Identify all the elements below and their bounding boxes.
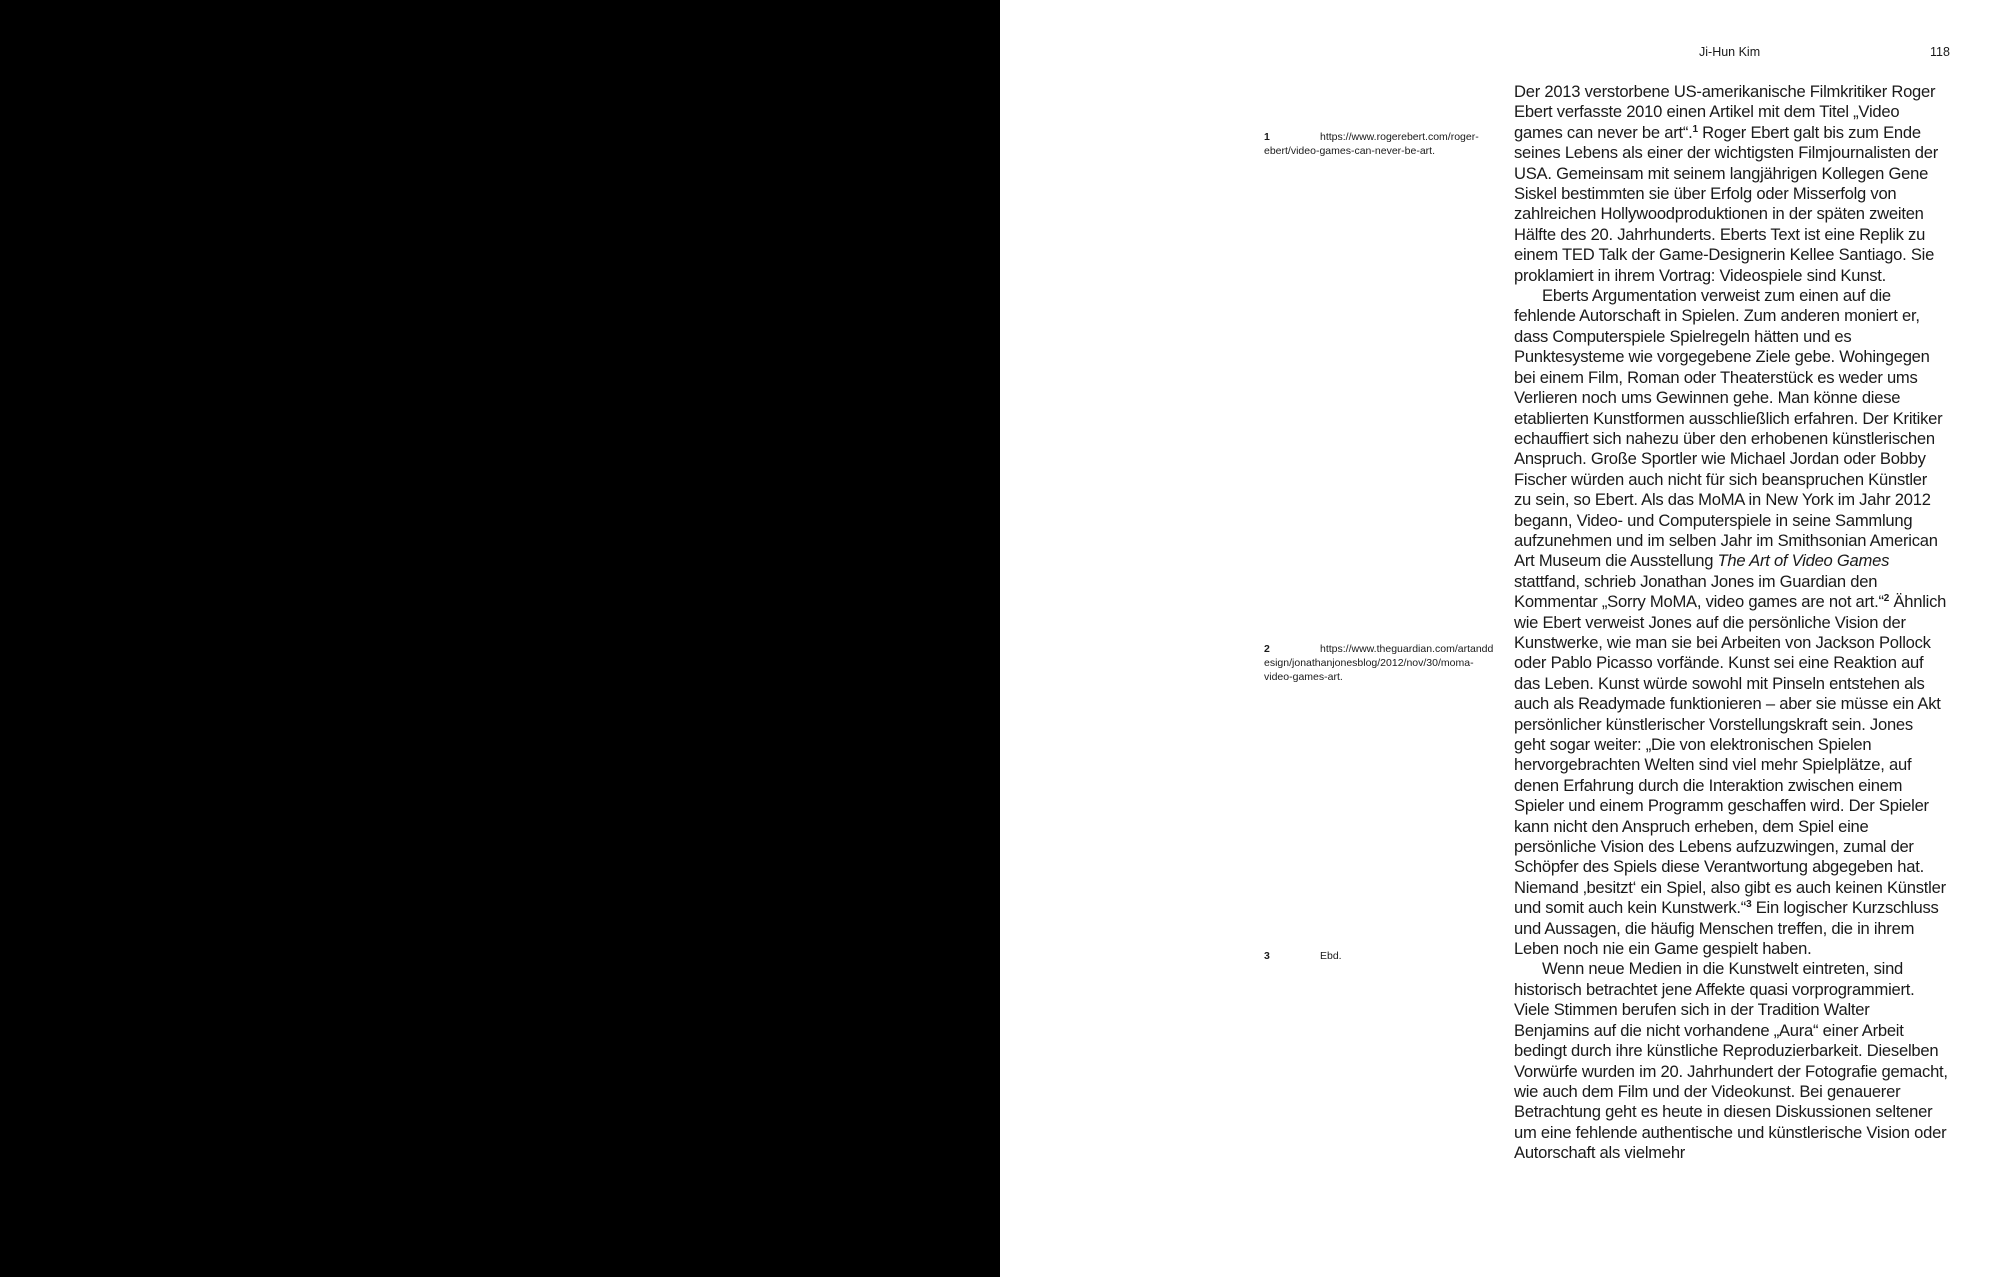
footnote-ref-1: 1	[1692, 123, 1698, 135]
footnote-ref-2: 2	[1883, 593, 1890, 605]
footnote-ref-3: 3	[1746, 899, 1752, 911]
page-number: 118	[1930, 45, 1950, 59]
exhibition-title: The Art of Video Games	[1717, 551, 1890, 571]
footnote-2	[1264, 642, 1496, 684]
footnote-number: 2	[1264, 643, 1270, 655]
footnote-text: https://www.theguardian.com/artanddesign/jonathanjonesblog/2012/nov/30/moma-video-games-art.	[1264, 643, 1494, 683]
footnote-text: https://www.rogerebert.com/roger-ebert/video-games-can-never-be-art.	[1264, 131, 1479, 157]
footnote-number: 1	[1264, 131, 1270, 143]
footnote-3	[1264, 949, 1496, 963]
paragraph-1: Der 2013 verstorbene US-amerikanische Filmkritiker Roger Ebert verfasste 2010 einen Artikel mit dem Titel „Video games can never be art“.$^1$ Roger Ebert galt bis zum Ende seines Lebens als einer der wichtigsten Filmjournalisten der USA. Gemeinsam mit seinem langjährigen Kollegen Gene Siskel bestimmten sie über Erfolg oder Misserfolg von zahlreichen Hollywoodproduktionen in der späten zweiten Hälfte des 20. Jahrhunderts. Eberts Text ist eine Replik zu einem TED Talk der Game-Designerin Kellee Santiago. Sie proklamiert in ihrem Vortrag: Videospiele sind Kunst.	[1514, 82, 1939, 285]
paragraph-3: Wenn neue Medien in die Kunstwelt eintreten, sind historisch betrachtet jene Affekte quasi vorprogrammiert. Viele Stimmen berufen sich in der Tradition Walter Benjamins auf die nicht vorhandene „Aura“ einer Arbeit bedingt durch ihre künstliche Reproduzierbarkeit. Dieselben Vorwürfe wurden im 20. Jahrhundert der Fotografie gemacht, wie auch dem Film und der Videokunst. Bei genauerer Betrachtung geht es heute in diesen Diskussionen seltener um eine fehlende authentische und künstlerische Vision oder Autorschaft als vielmehr	[1514, 959, 1948, 1163]
main-body-text	[1514, 82, 1948, 1164]
footnote-text: Ebd.	[1320, 950, 1342, 962]
footnote-number: 3	[1264, 950, 1270, 962]
running-header-author: Ji-Hun Kim	[1699, 45, 1761, 59]
paragraph-2: Eberts Argumentation verweist zum einen auf die fehlende Autorschaft in Spielen. Zum anderen moniert er, dass Computerspiele Spielregeln hätten und es Punktesysteme wie vorgegebene Ziele gebe. Wohingegen bei einem Film, Roman oder Theaterstück es weder ums Verlieren noch ums Gewinnen gehe. Man könne diese etablierten Kunstformen ausschließlich erfahren. Der Kritiker echauffiert sich nahezu über den erhobenen künstlerischen Anspruch. Große Sportler wie Michael Jordan oder Bobby Fischer würden auch nicht für sich beanspruchen Künstler zu sein, so Ebert. Als das MoMA in New York im Jahr 2012 begann, Video- und Computerspiele in seine Sammlung aufzunehmen und im selben Jahr im Smithsonian American Art Museum die Ausstellung The Art of Video Games stattfand, schrieb Jonathan Jones im Guardian den Kommentar „Sorry MoMA, video games are not art.“$^2$ Ähnlich wie Ebert verweist Jones auf die persönliche Vision der Kunstwerke, wie man sie bei Arbeiten von Jackson Pollock oder Pablo Picasso vorfände. Kunst sei eine Reaktion auf das Leben. Kunst würde sowohl mit Pinseln entstehen als auch als Readymade funktionieren – aber sie müsse ein Akt persönlicher künstlerischer Vorstellungskraft sein. Jones geht sogar weiter: „Die von elektronischen Spielen hervorgebrachten Welten sind viel mehr Spielplätze, auf denen Erfahrung durch die Interaktion zwischen einem Spieler und einem Programm geschaffen wird. Der Spieler kann nicht den Anspruch erheben, dem Spiel eine persönliche Vision des Lebens aufzuzwingen, zumal der Schöpfer des Spiels diese Verantwortung abgegeben hat. Niemand ‚besitzt‘ ein Spiel, also gibt es auch keinen Künstler und somit auch kein Kunstwerk.“$^3$ Ein logischer Kurzschluss und Aussagen, die häufig Menschen treffen, die in ihrem Leben noch nie ein Game gespielt haben.	[1514, 286, 1947, 959]
footnote-1	[1264, 130, 1496, 158]
